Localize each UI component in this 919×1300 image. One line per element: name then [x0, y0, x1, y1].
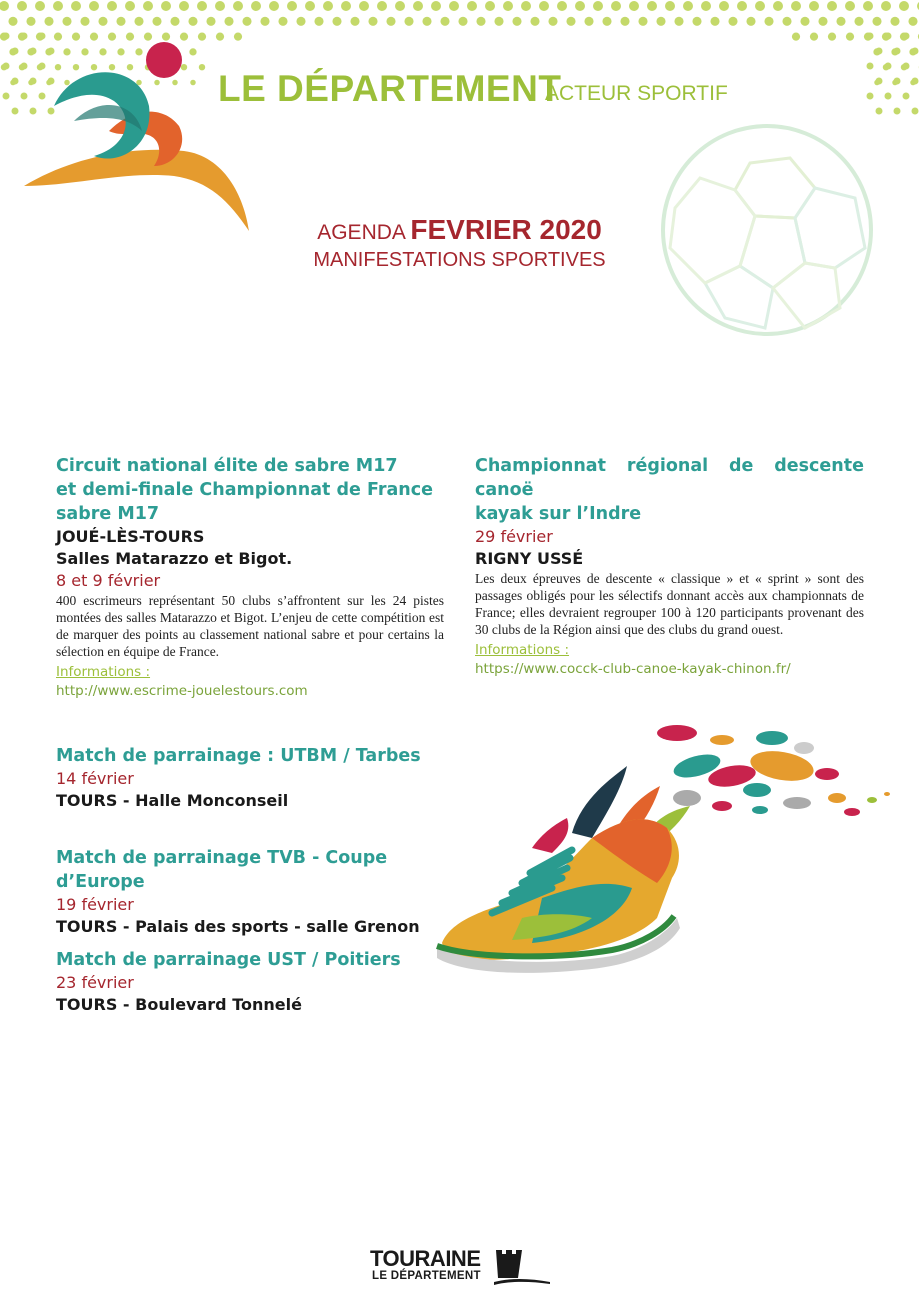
event-place: TOURS - Boulevard Tonnelé	[56, 995, 302, 1014]
event-tvb	[56, 846, 456, 938]
decorative-dot	[467, 1, 477, 11]
decorative-dot	[395, 1, 405, 11]
decorative-dot	[885, 33, 892, 40]
event-venue: Salles Matarazzo et Bigot.	[56, 549, 293, 568]
agenda-title	[0, 214, 919, 246]
decorative-dot	[665, 1, 675, 11]
decorative-dot	[323, 1, 333, 11]
decorative-dot	[215, 1, 225, 11]
runner-logo-icon	[14, 36, 254, 236]
event-description: 400 escrimeurs représentant 50 clubs s’affrontent sur les 24 pistes montées des salles Matarazzo et Bigot. L’enjeu de cette compétition est de marquer des points au classement national sabre et pour certains la sélection en équipe de France.	[56, 593, 444, 659]
decorative-dot	[62, 17, 71, 26]
decorative-dot	[269, 1, 279, 11]
decorative-dot	[629, 1, 639, 11]
decorative-dot	[863, 1, 873, 11]
decorative-dot	[305, 1, 315, 11]
decorative-dot	[903, 63, 910, 70]
event-date: 23 février	[56, 973, 134, 992]
decorative-dot	[912, 48, 919, 55]
decorative-dot	[71, 1, 81, 11]
event-title: Circuit national élite de sabre M17	[56, 456, 398, 476]
decorative-dot	[773, 1, 783, 11]
decorative-dot	[894, 48, 901, 55]
decorative-dot	[368, 17, 377, 26]
decorative-dot	[903, 33, 910, 40]
decorative-dot	[845, 1, 855, 11]
decorative-dot	[116, 17, 125, 26]
decorative-dot	[296, 17, 305, 26]
decorative-dot	[404, 17, 413, 26]
logo-line1: TOURAINE	[370, 1246, 481, 1271]
decorative-dot	[89, 1, 99, 11]
decorative-dot	[314, 17, 323, 26]
decorative-dot	[638, 17, 647, 26]
decorative-dot	[377, 1, 387, 11]
decorative-dot	[359, 1, 369, 11]
decorative-dot	[413, 1, 423, 11]
decorative-dot	[647, 1, 657, 11]
decorative-dot	[557, 1, 567, 11]
decorative-dot	[3, 63, 10, 70]
decorative-dot	[134, 17, 143, 26]
decorative-dot	[386, 17, 395, 26]
decorative-dot	[494, 17, 503, 26]
event-place: TOURS - Palais des sports - salle Grenon	[56, 917, 420, 936]
decorative-dot	[894, 78, 901, 85]
decorative-dot	[170, 17, 179, 26]
decorative-dot	[701, 1, 711, 11]
decorative-dot	[894, 108, 901, 115]
event-title: Match de parrainage : UTBM / Tarbes	[56, 746, 421, 766]
event-place: TOURS - Halle Monconseil	[56, 791, 289, 810]
info-link[interactable]: http://www.escrime-jouelestours.com	[56, 683, 308, 699]
info-label: Informations :	[56, 664, 151, 680]
event-date: 14 février	[56, 769, 134, 788]
decorative-dot	[674, 17, 683, 26]
decorative-dot	[728, 17, 737, 26]
decorative-dot	[593, 1, 603, 11]
decorative-dot	[575, 1, 585, 11]
decorative-dot	[521, 1, 531, 11]
decorative-dot	[98, 17, 107, 26]
decorative-dot	[233, 1, 243, 11]
decorative-dot	[611, 1, 621, 11]
decorative-dot	[53, 1, 63, 11]
event-title: sabre M17	[56, 504, 160, 524]
decorative-dot	[836, 17, 845, 26]
decorative-dot	[782, 17, 791, 26]
agenda-word: AGENDA	[317, 221, 406, 244]
decorative-dot	[197, 1, 207, 11]
decorative-dot	[903, 93, 910, 100]
event-city: JOUÉ-LÈS-TOURS	[56, 527, 205, 546]
event-escrime	[56, 454, 444, 701]
decorative-dot	[224, 17, 233, 26]
event-ust	[56, 948, 456, 1016]
decorative-dot	[876, 48, 883, 55]
decorative-dot	[206, 17, 215, 26]
decorative-dot	[867, 93, 874, 100]
event-date: 29 février	[475, 527, 553, 546]
event-date: 19 février	[56, 895, 134, 914]
header-subtitle: ACTEUR SPORTIF	[545, 82, 728, 105]
decorative-dot	[440, 17, 449, 26]
decorative-dot	[8, 17, 17, 26]
decorative-dot	[251, 1, 261, 11]
decorative-dot	[872, 17, 881, 26]
decorative-dot	[0, 1, 9, 11]
event-title: kayak sur l’Indre	[475, 504, 642, 524]
decorative-dot	[885, 63, 892, 70]
decorative-dot	[143, 1, 153, 11]
decorative-dot	[476, 17, 485, 26]
decorative-dot	[44, 17, 53, 26]
decorative-dot	[885, 93, 892, 100]
decorative-dot	[876, 108, 883, 115]
tower-icon	[494, 1248, 550, 1288]
decorative-dot	[350, 17, 359, 26]
decorative-dot	[764, 17, 773, 26]
decorative-dot	[809, 1, 819, 11]
decorative-dot	[890, 17, 899, 26]
decorative-dot	[683, 1, 693, 11]
decorative-dot	[278, 17, 287, 26]
event-canoe	[475, 454, 864, 679]
decorative-dot	[827, 1, 837, 11]
decorative-dot	[242, 17, 251, 26]
logo-line2: LE DÉPARTEMENT	[372, 1270, 481, 1282]
decorative-dot	[152, 17, 161, 26]
decorative-dot	[800, 17, 809, 26]
decorative-dot	[912, 108, 919, 115]
decorative-dot	[26, 17, 35, 26]
event-city: RIGNY USSÉ	[475, 549, 584, 568]
decorative-dot	[719, 1, 729, 11]
info-link[interactable]: https://www.cocck-club-canoe-kayak-chinon.fr/	[475, 661, 791, 677]
decorative-dot	[80, 17, 89, 26]
decorative-dot	[512, 17, 521, 26]
decorative-dot	[188, 17, 197, 26]
decorative-dot	[548, 17, 557, 26]
decorative-dot	[566, 17, 575, 26]
event-title: Championnat régional de descente canoë	[475, 456, 864, 500]
decorative-dot	[810, 33, 818, 41]
event-title: Match de parrainage UST / Poitiers	[56, 950, 401, 970]
decorative-dot	[867, 33, 874, 40]
event-utbm	[56, 744, 456, 812]
decorative-dot	[530, 17, 539, 26]
decorative-dot	[746, 17, 755, 26]
decorative-dot	[620, 17, 629, 26]
decorative-dot	[881, 1, 891, 11]
decorative-dot	[908, 17, 917, 26]
decorative-dot	[125, 1, 135, 11]
decorative-dot	[854, 17, 863, 26]
decorative-dot	[422, 17, 431, 26]
decorative-dot	[260, 17, 269, 26]
decorative-dot	[449, 1, 459, 11]
touraine-logo	[370, 1246, 550, 1288]
decorative-dot	[818, 17, 827, 26]
decorative-dot	[899, 1, 909, 11]
decorative-dot	[3, 93, 10, 100]
decorative-dot	[584, 17, 593, 26]
agenda-subtitle: MANIFESTATIONS SPORTIVES	[313, 249, 606, 271]
decorative-dot	[341, 1, 351, 11]
decorative-dot	[876, 78, 883, 85]
agenda-month: FEVRIER 2020	[410, 214, 602, 245]
decorative-dot	[737, 1, 747, 11]
decorative-dot	[791, 1, 801, 11]
decorative-dot	[431, 1, 441, 11]
decorative-dot	[161, 1, 171, 11]
decorative-dot	[458, 17, 467, 26]
decorative-dot	[287, 1, 297, 11]
decorative-dot	[3, 33, 10, 40]
header-title: LE DÉPARTEMENT	[218, 68, 562, 109]
decorative-dot	[602, 17, 611, 26]
decorative-dot	[828, 33, 836, 41]
decorative-dot	[179, 1, 189, 11]
event-date: 8 et 9 février	[56, 571, 161, 590]
decorative-dot	[912, 78, 919, 85]
decorative-dot	[332, 17, 341, 26]
decorative-dot	[792, 33, 800, 41]
event-title: et demi-finale Championnat de France	[56, 480, 433, 500]
event-description: Les deux épreuves de descente « classique » et « sprint » sont des passages obligés pour les sélectifs donnant accès aux championnats de France; elles devraient regrouper 100 à 120 participants provenant des 30 clubs de la Région ainsi que des clubs du grand ouest.	[475, 571, 864, 637]
decorative-dot	[35, 1, 45, 11]
decorative-dot	[503, 1, 513, 11]
decorative-dot	[692, 17, 701, 26]
decorative-dot	[867, 63, 874, 70]
decorative-dot	[846, 33, 854, 41]
decorative-dot	[755, 1, 765, 11]
decorative-dot	[17, 1, 27, 11]
decorative-dot	[485, 1, 495, 11]
info-label: Informations :	[475, 642, 570, 658]
event-title: Match de parrainage TVB - Coupe d’Europe	[56, 848, 388, 892]
decorative-dot	[710, 17, 719, 26]
decorative-dot	[539, 1, 549, 11]
sneaker-illustration-icon	[432, 718, 902, 988]
decorative-dot	[656, 17, 665, 26]
decorative-dot	[107, 1, 117, 11]
